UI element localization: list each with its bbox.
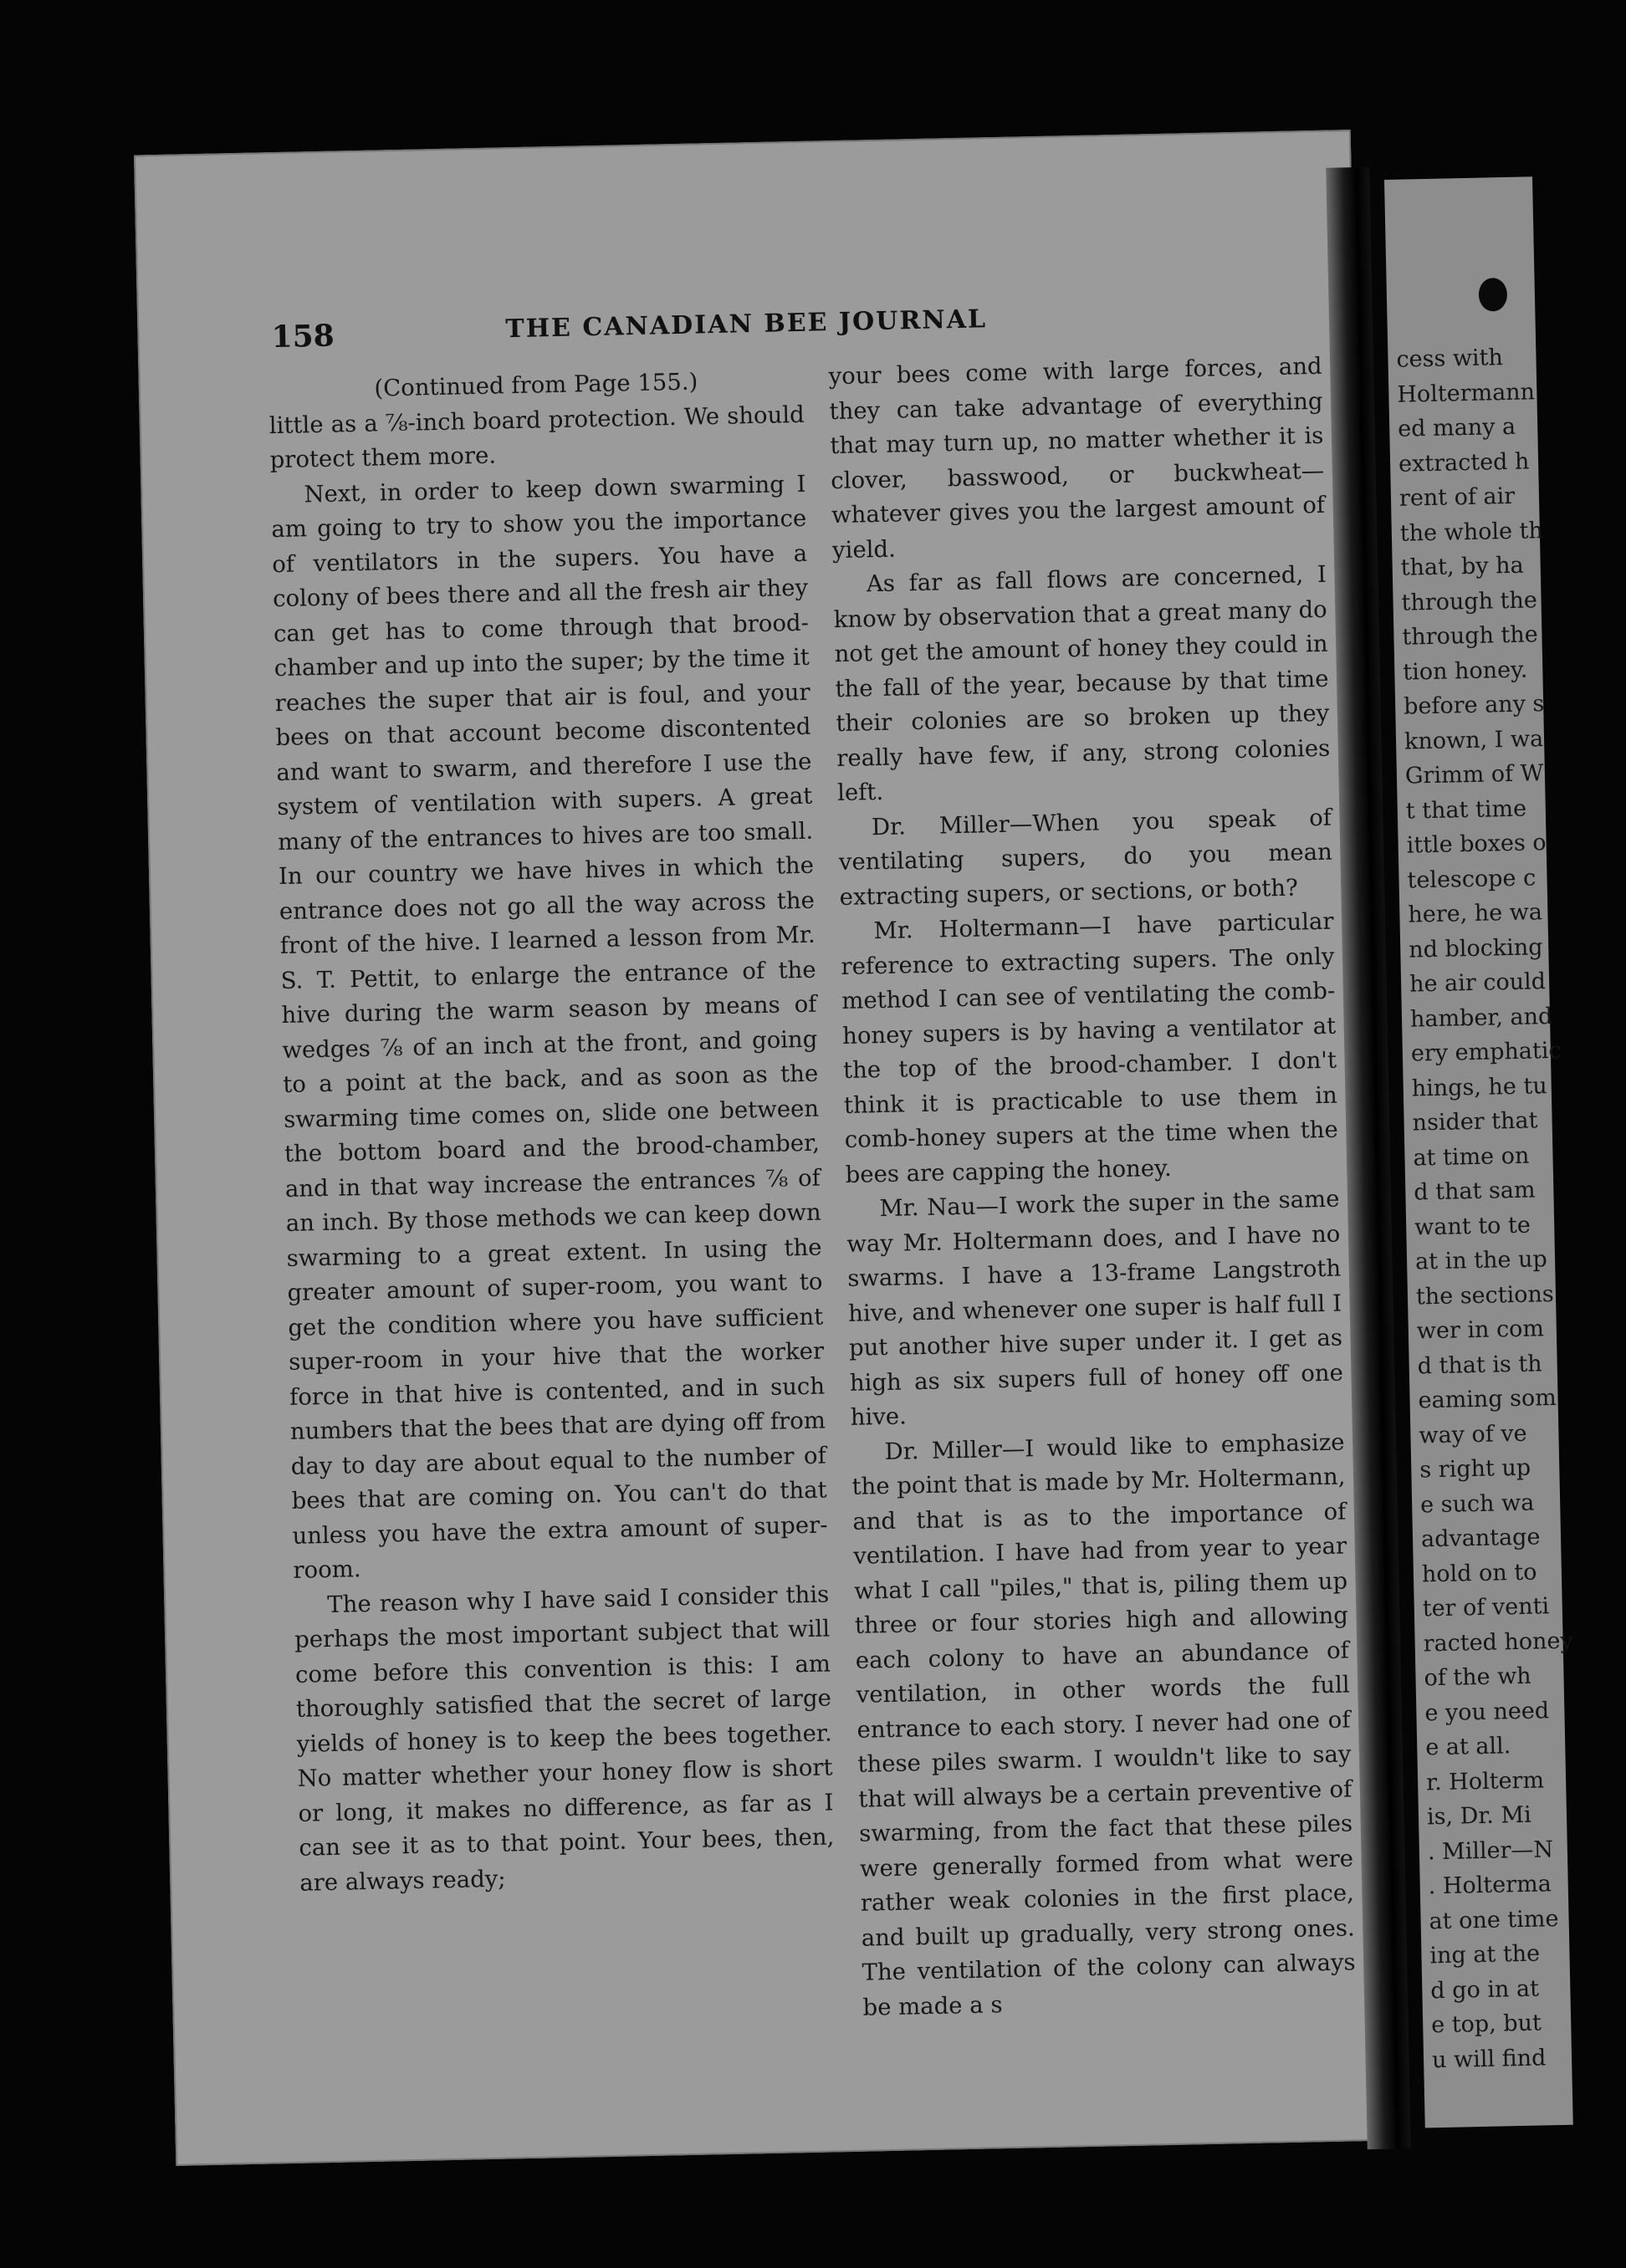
facing-page-line: e you need: [1424, 1697, 1550, 1726]
paragraph: Mr. Holtermann—I have particular reference to extracting supers. The only method I can see of ventilating the comb-honey supers is by having a ventilator at the top of the brood-chamber. I don't think it is practicable to use them in comb-honey supers at the time when the bees are capping the honey.: [841, 907, 1339, 1188]
facing-page-line: ittle boxes o: [1406, 830, 1547, 859]
facing-page-line: he air could: [1409, 968, 1547, 998]
paragraph: Next, in order to keep down swarming I am going to try to show you the importance of ventilators in the supers. You have a colony of bees there and all the fresh air they can get has to come through that brood-chamber and up into the super; by the time it reaches the super that air is foul, and your bees on that account become discontented and want to swarm, and therefore I use the system of ventilation with supers. A great many of the entrances to hives are too small. In our country we have hives in which the entrance does not go all the way across the front of the hive. I learned a lesson from Mr. S. T. Pettit, to enlarge the entrance of the hive during the warm season by means of wedges ⅞ of an inch at the front, and going to a point at the back, and as soon as the swarming time comes on, slide one between the bottom board and the brood-chamber, and in that way increase the entrances ⅞ of an inch. By those methods we can keep down swarming to a great extent. In using the greater amount of super-room, you want to get the condition where you have sufficient super-room in your hive that the worker force in that hive is contented, and in such numbers that the bees that are dying off from day to day are about equal to the number of bees that are coming on. You can't do that unless you have the extra amount of super-room.: [271, 470, 828, 1584]
facing-page-line: way of ve: [1419, 1420, 1527, 1448]
facing-page-line: the whole th: [1399, 517, 1544, 547]
facing-page-line: e such wa: [1419, 1489, 1535, 1518]
facing-page-line: telescope c: [1407, 864, 1537, 894]
paragraph: The reason why I have said I consider this perhaps the most important subject that will come before this convention is this: I am thoroughly satisfied that the secret of large yields of honey is to keep the bees together. No matter whether your honey flow is short or long, it makes no difference, as far as I can see it as to that point. Your bees, then, are always ready;: [294, 1580, 835, 1897]
facing-page-line: u will find: [1431, 2044, 1547, 2073]
facing-page-line: nsider that: [1412, 1107, 1538, 1137]
facing-page-line: d that is th: [1417, 1350, 1542, 1379]
facing-page-line: ing at the: [1429, 1940, 1541, 1969]
facing-page-line: hamber, and: [1409, 1003, 1553, 1033]
facing-page-line: here, he wa: [1408, 899, 1543, 928]
continuation-note: (Continued from Page 155.): [374, 368, 698, 402]
facing-page-line: cess with: [1396, 345, 1504, 373]
facing-page-line: advantage: [1420, 1524, 1541, 1553]
facing-page-line: of the wh: [1424, 1663, 1531, 1692]
facing-page-line: e at all.: [1424, 1733, 1511, 1761]
facing-page-line: e top, but: [1430, 2010, 1542, 2039]
paragraph: Dr. Miller—I would like to emphasize the point that is made by Mr. Holtermann, and that is as to the importance of ventilation. I have had from year to year what I call "piles," that is, piling them up three or four stories high and allowing each colony to have an abundance of ventilation, in other words the full entrance to each story. I never had one of these piles swarm. I wouldn't like to say that will always be a certain preventive of swarming, from the fact that these piles were generally formed from what were rather weak colonies in the first place, and built up gradually, very strong ones. The ventilation of the colony can always be made a s: [851, 1428, 1356, 2021]
facing-page-line: r. Holterm: [1425, 1766, 1545, 1796]
facing-page-line: at time on: [1413, 1142, 1530, 1172]
facing-page-line: ter of venti: [1422, 1593, 1550, 1622]
running-header: [263, 299, 1250, 362]
facing-page-line: racted honey: [1423, 1627, 1574, 1657]
facing-page-line: before any s: [1403, 691, 1545, 720]
facing-page-line: through the: [1401, 586, 1538, 616]
facing-page-line: ery emphatic: [1410, 1037, 1562, 1067]
text-column-left: [268, 363, 835, 1901]
facing-page-line: extracted h: [1398, 447, 1530, 478]
facing-page-line: Grimm of W: [1404, 760, 1544, 789]
paragraph: Mr. Nau—I work the super in the same way Mr. Holtermann does, and I have no swarms. I have a 13-frame Langstroth hive, and whenever one super is half full I put another hive super under it. I get as high as six supers full of honey off one hive.: [846, 1185, 1344, 1431]
journal-title: THE CANADIAN BEE JOURNAL: [505, 304, 988, 345]
facing-page-line: the sections: [1415, 1280, 1555, 1310]
facing-page-line: that, by ha: [1400, 552, 1524, 581]
facing-page-line: wer in com: [1416, 1315, 1545, 1345]
facing-page-line: s right up: [1419, 1454, 1531, 1484]
facing-page-line: hold on to: [1421, 1559, 1537, 1587]
text-column-right: [828, 350, 1357, 2025]
facing-page-line: rent of air: [1398, 483, 1516, 512]
facing-page-line: through the: [1402, 621, 1539, 651]
facing-page-line: want to te: [1414, 1212, 1531, 1241]
facing-page-line: eaming som: [1418, 1385, 1557, 1414]
facing-page-line: at one time: [1429, 1905, 1559, 1934]
facing-page-line: ed many a: [1397, 413, 1516, 442]
facing-page-line: is, Dr. Mi: [1426, 1801, 1532, 1831]
facing-page-line: d go in at: [1430, 1975, 1540, 2004]
facing-page-line: tion honey.: [1403, 656, 1528, 686]
facing-page-line: known, I wa: [1404, 725, 1544, 755]
facing-page-line: hings, he tu: [1411, 1072, 1547, 1102]
book-page: [134, 130, 1393, 2166]
facing-page-line: . Holterma: [1428, 1871, 1552, 1900]
facing-page-line: Holtermann: [1397, 378, 1536, 408]
facing-page-line: . Miller—N: [1427, 1836, 1554, 1865]
page-number: 158: [271, 318, 335, 355]
paragraph: your bees come with large forces, and they can take advantage of everything that may turn up, no matter whether it is clover, basswood, or buckwheat—whatever gives you the largest amount of yield.: [828, 352, 1326, 564]
facing-page-text: [1393, 176, 1624, 2077]
facing-page-line: d that sam: [1414, 1177, 1536, 1206]
paragraph: As far as fall flows are concerned, I know by observation that a great many do not get the amount of honey they could in the fall of the year, because by that time their colonies are so broken up they really have few, if any, strong colonies left.: [833, 560, 1331, 807]
facing-page-fragment: [1384, 176, 1573, 2128]
paragraph: Dr. Miller—When you speak of ventilating supers, do you mean extracting supers, or sections, or both?: [838, 804, 1333, 911]
facing-page-line: nd blocking: [1408, 933, 1543, 963]
facing-page-line: at in the up: [1414, 1246, 1548, 1275]
paragraph: little as a ⅞-inch board protection. We should protect them more.: [268, 401, 805, 474]
facing-page-line: t that time: [1405, 795, 1527, 825]
